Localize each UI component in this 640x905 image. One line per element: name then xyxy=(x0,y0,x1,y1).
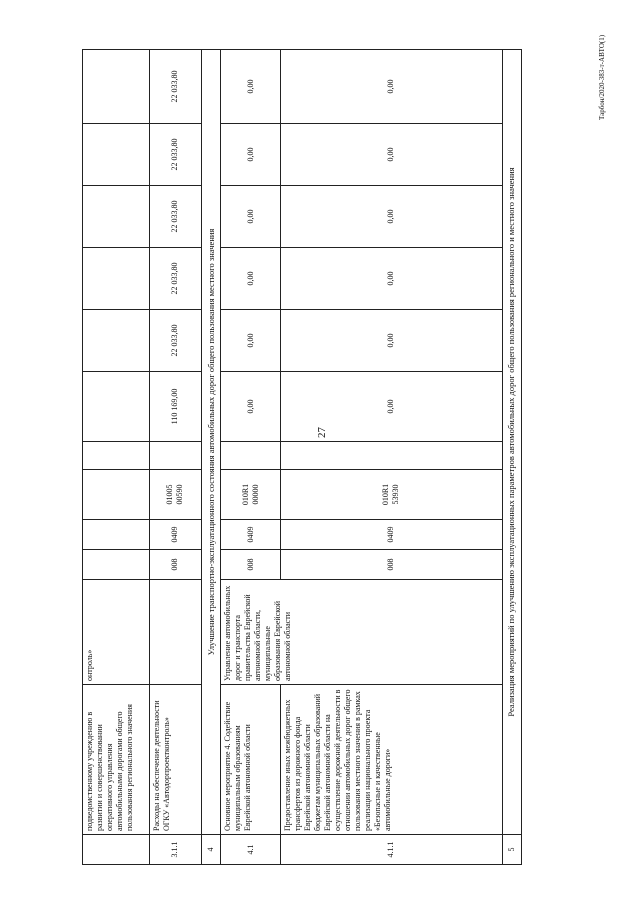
cell-grbs: 008 xyxy=(221,550,281,580)
cell-value-total: 0,00 xyxy=(221,372,281,442)
cell-vr xyxy=(281,442,502,470)
table-row-4-1-1 xyxy=(281,50,502,865)
cell-value-y4: 22 033,80 xyxy=(149,124,201,186)
cell-value-y4: 0,00 xyxy=(221,124,281,186)
cell-num xyxy=(83,835,150,865)
cell-rzpr: 0409 xyxy=(149,520,201,550)
cell-value-y3: 22 033,80 xyxy=(149,186,201,248)
section-num: 5 xyxy=(502,835,521,865)
cell-value-y3: 0,00 xyxy=(221,186,281,248)
section-num: 4 xyxy=(201,835,220,865)
cell-value-y2: 0,00 xyxy=(281,248,502,310)
cell-value-y5: 0,00 xyxy=(281,50,502,124)
budget-table xyxy=(82,49,522,865)
cell-description: подведомственному учреждению в развитии и совершенствовании оперативного управления автомобильными дорогами общего пользования регионального значения xyxy=(83,685,150,835)
table-row-continuation xyxy=(83,50,150,865)
cell-vr xyxy=(221,442,281,470)
cell-rzpr: 0409 xyxy=(221,520,281,550)
cell-value-y1: 0,00 xyxy=(221,310,281,372)
cell-value-total: 0,00 xyxy=(281,372,502,442)
cell-value-y3: 0,00 xyxy=(281,186,502,248)
cell-csr: 010R1 53930 xyxy=(281,470,502,520)
cell-value-y1: 0,00 xyxy=(281,310,502,372)
cell-csr: 010R1 00000 xyxy=(221,470,281,520)
cell-description: Расходы на обеспечение деятельности ОГКУ «Автодорпроектконтроль» xyxy=(149,685,201,835)
cell-description: Предоставление иных межбюджетных трансфертов из дорожного фонда Еврейской автономной области бюджетам муниципальных образований Еврейской автономной области на осуществление дорожной деятельности в отношении автомобильных дорог общего пользования местного значения в рамках реализации национального проекта «Безопасные и качественные автомобильные дороги» xyxy=(281,685,502,835)
cell-csr: 01005 00590 xyxy=(149,470,201,520)
cell-value-y4: 0,00 xyxy=(281,124,502,186)
cell-rzpr: 0409 xyxy=(281,520,502,550)
section-row-5 xyxy=(502,50,521,865)
cell-executor: Управление автомобильных дорог и транспорта правительства Еврейской автономной области, муниципальные образования Еврейской автономной области xyxy=(221,580,503,685)
cell-num: 4.1 xyxy=(221,835,281,865)
section-title: Улучшение транспортно-эксплуатационного состояния автомобильных дорог общего пользования местного значения xyxy=(201,50,220,835)
cell-num: 4.1.1 xyxy=(281,835,502,865)
rotated-table-container xyxy=(82,50,522,865)
cell-value-total: 110 169,00 xyxy=(149,372,201,442)
cell-executor xyxy=(149,580,201,685)
document-code: Тарбон/2020-383-т-АВТО(1) xyxy=(598,34,606,120)
cell-value-y1: 22 033,80 xyxy=(149,310,201,372)
cell-value-y2: 0,00 xyxy=(221,248,281,310)
cell-grbs: 008 xyxy=(149,550,201,580)
cell-value-y5: 0,00 xyxy=(221,50,281,124)
table-row-3-1-1 xyxy=(149,50,201,865)
table-row-4-1 xyxy=(221,50,281,865)
page-number: 27 xyxy=(316,427,328,438)
cell-grbs: 008 xyxy=(281,550,502,580)
cell-num: 3.1.1 xyxy=(149,835,201,865)
cell-description: Основное мероприятие 4. Содействие муниципальным образованиям Еврейской автономной области xyxy=(221,685,281,835)
section-row-4 xyxy=(201,50,220,865)
cell-value-y2: 22 033,80 xyxy=(149,248,201,310)
cell-vr xyxy=(149,442,201,470)
cell-executor: онтроль» xyxy=(83,580,150,685)
cell-value-y5: 22 033,80 xyxy=(149,50,201,124)
section-title: Реализация мероприятий по улучшению эксплуатационных параметров автомобильных дорог общего пользования регионального и местного значения xyxy=(502,50,521,835)
